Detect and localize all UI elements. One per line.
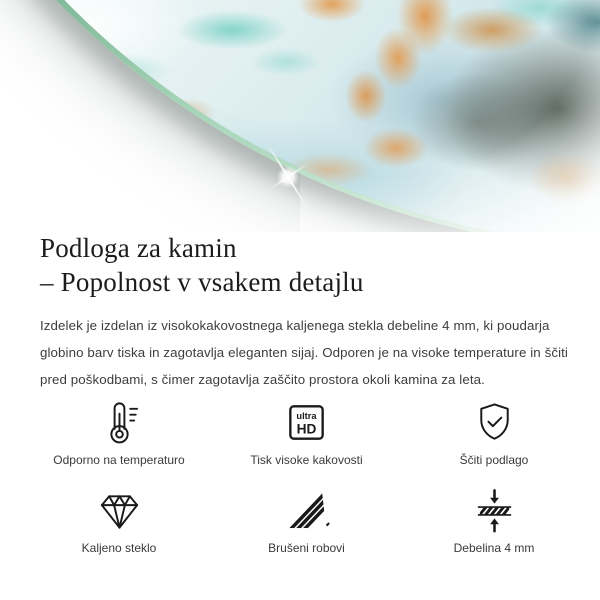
page-title <box>40 231 568 299</box>
feature-label: Debelina 4 mm <box>453 541 535 555</box>
feature-grid <box>38 399 575 556</box>
product-description-text: Izdelek je izdelan iz visokokakovostnega kaljenega stekla debeline 4 mm, ki poudarja globino barv tiska in zagotavlja eleganten sijaj. Odporen je na visoke temperature in ščiti pred poškodbami, s čimer zagotavlja zaščito prostora okoli kamina za leta. <box>40 318 568 387</box>
thermometer-icon <box>96 399 143 446</box>
feature-print-quality <box>226 399 388 468</box>
product-image[interactable] <box>0 0 600 232</box>
product-description-section <box>40 231 568 393</box>
beveled-edges-icon <box>283 487 330 534</box>
feature-label: Tisk visoke kakovosti <box>250 453 363 467</box>
feature-tempered-glass <box>38 487 200 556</box>
shield-check-icon <box>471 399 518 446</box>
ultra-hd-icon <box>283 399 330 446</box>
feature-thickness <box>413 487 575 556</box>
svg-text:HD: HD <box>296 421 317 437</box>
svg-text:ultra: ultra <box>296 411 317 422</box>
feature-label: Odporno na temperaturo <box>53 453 185 467</box>
feature-label: Kaljeno steklo <box>81 541 157 555</box>
diamond-icon <box>96 487 143 534</box>
feature-label: Ščiti podlago <box>459 453 529 467</box>
thickness-4mm-icon <box>471 487 518 534</box>
page-title-line1: Podloga za kamin <box>40 233 237 263</box>
page-title-line2: – Popolnost v vsakem detajlu <box>40 267 364 297</box>
feature-label: Brušeni robovi <box>268 541 345 555</box>
photo-white-fade <box>300 0 600 232</box>
feature-temperature <box>38 399 200 468</box>
feature-ground-edges <box>226 487 388 556</box>
feature-protects-surface <box>413 399 575 468</box>
